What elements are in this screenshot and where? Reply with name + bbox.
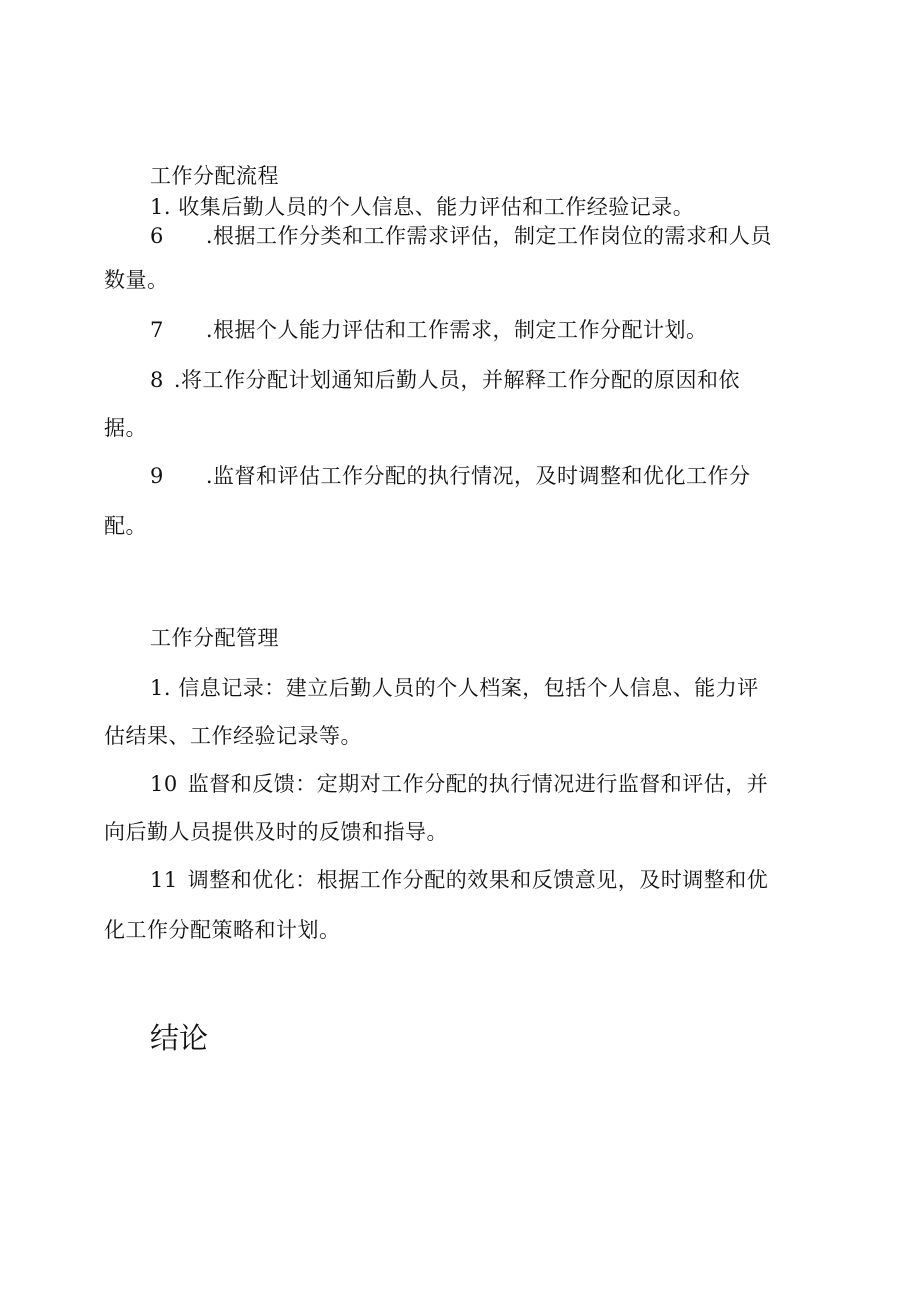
process-item-6-cont: 数量。 <box>104 268 169 292</box>
process-item-9 <box>150 462 751 490</box>
management-item-11 <box>150 866 768 894</box>
management-item-11-cont: 化工作分配策略和计划。 <box>104 918 341 942</box>
management-item-1-cont: 估结果、工作经验记录等。 <box>104 724 362 748</box>
process-item-7-number: 7 <box>150 318 164 342</box>
conclusion-heading: 结论 <box>150 1021 209 1055</box>
management-item-10-number: 10 <box>150 772 178 796</box>
process-item-6-number: 6 <box>150 224 164 248</box>
process-item-8-line1: .将工作分配计划通知后勤人员，并解释工作分配的原因和依 <box>173 368 741 392</box>
management-item-1: 1. 信息记录：建立后勤人员的个人档案，包括个人信息、能力评 <box>150 676 759 700</box>
management-item-11-number: 11 <box>150 868 178 892</box>
process-section-title: 工作分配流程 <box>150 164 279 188</box>
process-item-7-line1: .根据个人能力评估和工作需求，制定工作分配计划。 <box>205 318 708 342</box>
process-item-1: 1. 收集后勤人员的个人信息、能力评估和工作经验记录。 <box>150 195 695 219</box>
management-section-title: 工作分配管理 <box>150 626 279 650</box>
process-item-8-number: 8 <box>150 368 164 392</box>
process-item-6 <box>150 222 772 250</box>
process-item-9-cont: 配。 <box>104 514 147 538</box>
process-item-9-number: 9 <box>150 464 164 488</box>
management-item-11-line1: 调整和优化：根据工作分配的效果和反馈意见，及时调整和优 <box>187 868 769 892</box>
management-item-10 <box>150 770 768 798</box>
process-item-6-line1: .根据工作分类和工作需求评估，制定工作岗位的需求和人员 <box>205 224 773 248</box>
management-item-10-cont: 向后勤人员提供及时的反馈和指导。 <box>104 820 448 844</box>
process-item-8 <box>150 366 740 394</box>
management-item-10-line1: 监督和反馈：定期对工作分配的执行情况进行监督和评估，并 <box>187 772 769 796</box>
process-item-7 <box>150 316 708 344</box>
process-item-8-cont: 据。 <box>104 416 147 440</box>
process-item-9-line1: .监督和评估工作分配的执行情况，及时调整和优化工作分 <box>205 464 751 488</box>
